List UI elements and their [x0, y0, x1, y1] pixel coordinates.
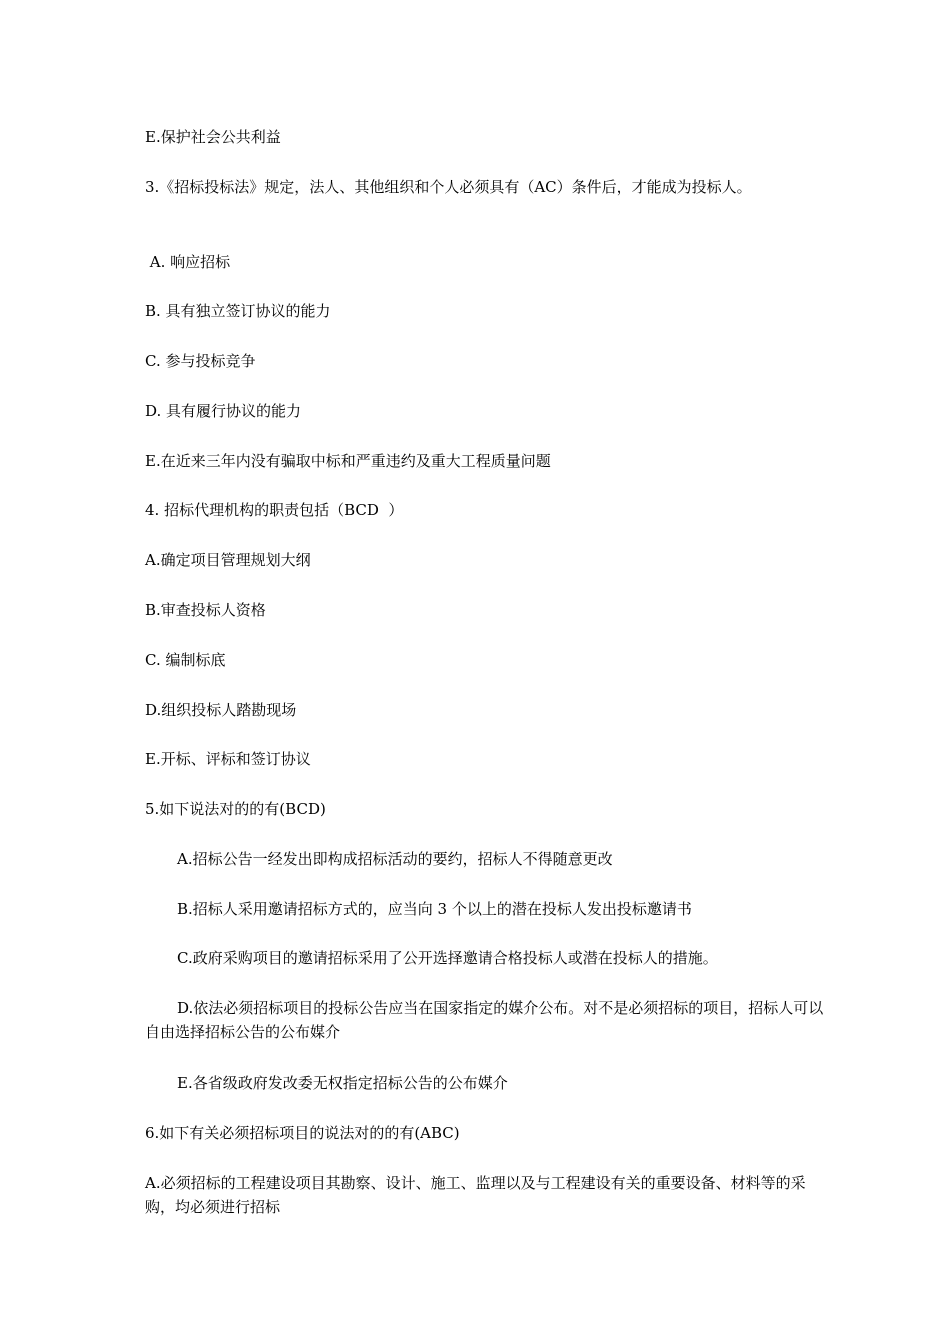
option-a-q3: A. 响应招标 [145, 253, 231, 271]
option-d-q3: D. 具有履行协议的能力 [145, 402, 302, 420]
question-3: 3.《招标投标法》规定，法人、其他组织和个人必须具有（AC）条件后，才能成为投标人。 [145, 178, 752, 196]
option-e-q4: E.开标、评标和签订协议 [145, 750, 311, 768]
option-b-q5: B.招标人采用邀请招标方式的，应当向 3 个以上的潜在投标人发出投标邀请书 [177, 900, 692, 918]
option-a-q5: A.招标公告一经发出即构成招标活动的要约，招标人不得随意更改 [177, 850, 613, 868]
option-b-q4: B.审查投标人资格 [145, 601, 266, 619]
option-e-q2: E.保护社会公共利益 [145, 128, 281, 146]
option-a-q6: A.必须招标的工程建设项目其勘察、设计、施工、监理以及与工程建设有关的重要设备、材料等的采购，均必须进行招标 [145, 1174, 806, 1216]
option-c-q4: C. 编制标底 [145, 651, 226, 669]
option-d-q4: D.组织投标人踏勘现场 [145, 701, 297, 719]
option-c-q3: C. 参与投标竞争 [145, 352, 256, 370]
option-a-q4: A.确定项目管理规划大纲 [145, 551, 311, 569]
option-e-q3: E.在近来三年内没有骗取中标和严重违约及重大工程质量问题 [145, 452, 551, 470]
question-6: 6.如下有关必须招标项目的说法对的的有(ABC) [145, 1124, 460, 1142]
option-e-q5: E.各省级政府发改委无权指定招标公告的公布媒介 [177, 1074, 508, 1092]
question-4: 4. 招标代理机构的职责包括（BCD ） [145, 501, 404, 519]
question-5: 5.如下说法对的的有(BCD) [145, 800, 326, 818]
option-d-q5: D.依法必须招标项目的投标公告应当在国家指定的媒介公布。对不是必须招标的项目，招标人可以自由选择招标公告的公布媒介 [145, 999, 824, 1041]
option-c-q5: C.政府采购项目的邀请招标采用了公开选择邀请合格投标人或潜在投标人的措施。 [177, 949, 718, 967]
option-b-q3: B. 具有独立签订协议的能力 [145, 302, 331, 320]
